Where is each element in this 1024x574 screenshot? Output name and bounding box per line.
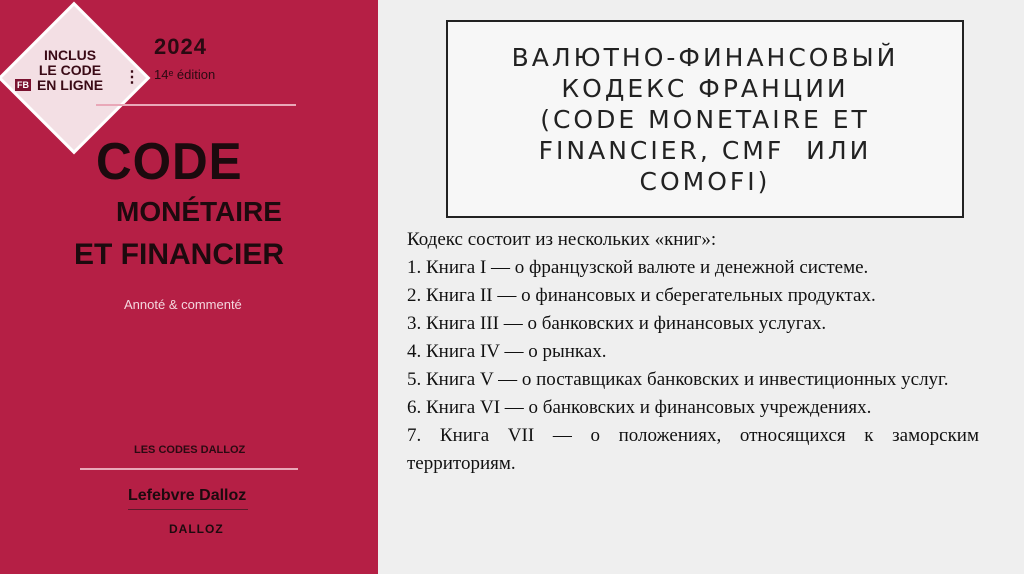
badge-line-1: INCLUS [43, 47, 97, 63]
list-item: 2. Книга II — о финансовых и сберегательных продуктах. [407, 285, 876, 306]
slide-title-line: КОДЕКС ФРАНЦИИ [561, 73, 849, 103]
badge-text [22, 48, 118, 93]
intro-text: Кодекс состоит из нескольких «книг»: [407, 229, 717, 250]
cover-subtitle-1: MONÉTAIRE [116, 196, 282, 227]
badge-line-3: EN LIGNE [36, 77, 104, 93]
cover-annotation: Annoté & commenté [124, 297, 242, 312]
cover-year: 2024 [154, 34, 207, 59]
slide-title-line: (CODE MONETAIRE ET [540, 104, 870, 134]
cover-publisher: Lefebvre Dalloz [128, 487, 247, 504]
cover-collection: LES CODES DALLOZ [134, 444, 246, 456]
cover-divider-top [96, 104, 296, 106]
publisher-underline [128, 509, 248, 510]
slide-title-line: ВАЛЮТНО-ФИНАНСОВЫЙ [511, 42, 899, 72]
cover-title: CODE [96, 133, 243, 191]
more-dots-icon: ⋮ [124, 69, 140, 86]
list-item: 3. Книга III — о банковских и финансовых услугах. [407, 313, 827, 334]
slide-title [498, 42, 913, 197]
badge-corner-label: FB [17, 80, 29, 90]
cover-edition: 14ᵉ édition [154, 67, 216, 82]
cover-imprint: DALLOZ [169, 522, 224, 536]
slide-title-box [446, 20, 964, 218]
list-item: 5. Книга V — о поставщиках банковских и инвестиционных услуг. [407, 369, 949, 390]
list-item: 1. Книга I — о французской валюте и денежной системе. [407, 257, 869, 278]
slide-title-line: COMOFI) [639, 166, 771, 196]
list-item: 6. Книга VI — о банковских и финансовых учреждениях. [407, 397, 872, 418]
slide-body [407, 226, 979, 478]
cover-divider-bottom [80, 468, 298, 470]
cover-subtitle-2: ET FINANCIER [74, 238, 284, 271]
list-item: 4. Книга IV — о рынках. [407, 341, 607, 362]
slide-title-line: FINANCIER, CMF ИЛИ [538, 135, 872, 165]
list-item: 7. Книга VII — о положениях, относящихся к заморским территориям. [407, 425, 979, 474]
book-cover-image [0, 0, 378, 574]
badge-line-2: LE CODE [38, 62, 102, 78]
